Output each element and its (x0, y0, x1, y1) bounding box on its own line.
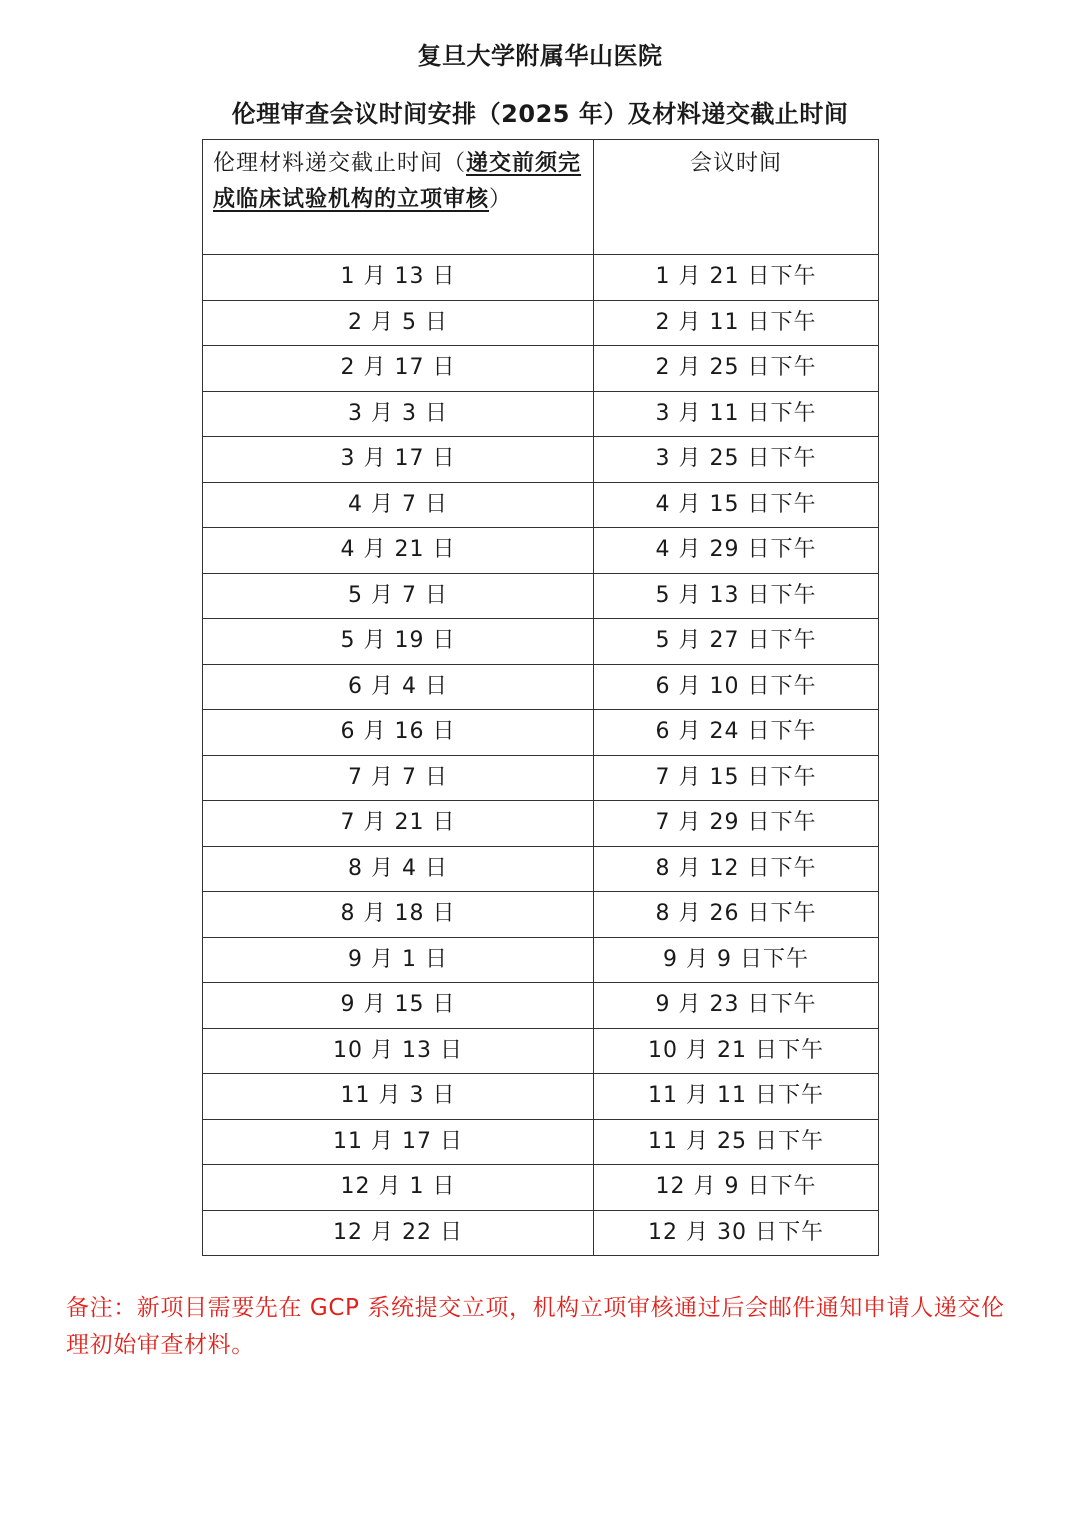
deadline-cell: 12 月 1 日 (203, 1165, 594, 1211)
meeting-column-header: 会议时间 (594, 140, 879, 255)
table-row (203, 846, 879, 892)
deadline-cell: 2 月 5 日 (203, 300, 594, 346)
deadline-cell: 11 月 17 日 (203, 1119, 594, 1165)
deadline-cell: 3 月 3 日 (203, 391, 594, 437)
deadline-header-prefix: 伦理材料递交截止时间（ (213, 151, 467, 176)
meeting-cell: 11 月 11 日下午 (594, 1074, 879, 1120)
meeting-cell: 5 月 13 日下午 (594, 573, 879, 619)
meeting-cell: 2 月 11 日下午 (594, 300, 879, 346)
table-row (203, 437, 879, 483)
deadline-cell: 1 月 13 日 (203, 255, 594, 301)
meeting-cell: 6 月 24 日下午 (594, 710, 879, 756)
deadline-cell: 2 月 17 日 (203, 346, 594, 392)
deadline-cell: 10 月 13 日 (203, 1028, 594, 1074)
table-row (203, 937, 879, 983)
table-row (203, 346, 879, 392)
meeting-cell: 4 月 15 日下午 (594, 482, 879, 528)
meeting-cell: 10 月 21 日下午 (594, 1028, 879, 1074)
meeting-cell: 4 月 29 日下午 (594, 528, 879, 574)
table-row (203, 300, 879, 346)
deadline-cell: 7 月 21 日 (203, 801, 594, 847)
meeting-cell: 2 月 25 日下午 (594, 346, 879, 392)
deadline-cell: 5 月 7 日 (203, 573, 594, 619)
table-row (203, 755, 879, 801)
deadline-header-emphasis: 递交前须完成临床试验机构的立项审核 (213, 151, 582, 212)
table-row (203, 1165, 879, 1211)
table-row (203, 1028, 879, 1074)
hospital-name: 复旦大学附属华山医院 (417, 42, 663, 70)
schedule-title: 伦理审查会议时间安排（2025 年）及材料递交截止时间 (231, 100, 849, 128)
deadline-column-header (203, 140, 594, 255)
meeting-cell: 7 月 15 日下午 (594, 755, 879, 801)
meeting-cell: 9 月 23 日下午 (594, 983, 879, 1029)
deadline-cell: 11 月 3 日 (203, 1074, 594, 1120)
deadline-cell: 7 月 7 日 (203, 755, 594, 801)
deadline-cell: 12 月 22 日 (203, 1210, 594, 1256)
meeting-cell: 8 月 12 日下午 (594, 846, 879, 892)
deadline-cell: 4 月 21 日 (203, 528, 594, 574)
deadline-header-suffix: ） (489, 187, 513, 212)
table-header-row (203, 140, 879, 255)
schedule-table (202, 139, 879, 1256)
deadline-cell: 4 月 7 日 (203, 482, 594, 528)
deadline-cell: 9 月 15 日 (203, 983, 594, 1029)
table-row (203, 1074, 879, 1120)
meeting-cell: 3 月 11 日下午 (594, 391, 879, 437)
table-row (203, 573, 879, 619)
deadline-cell: 3 月 17 日 (203, 437, 594, 483)
table-row (203, 1210, 879, 1256)
deadline-cell: 8 月 4 日 (203, 846, 594, 892)
schedule-body (203, 255, 879, 1256)
deadline-cell: 5 月 19 日 (203, 619, 594, 665)
meeting-cell: 12 月 30 日下午 (594, 1210, 879, 1256)
meeting-cell: 8 月 26 日下午 (594, 892, 879, 938)
table-row (203, 801, 879, 847)
deadline-cell: 6 月 16 日 (203, 710, 594, 756)
deadline-cell: 6 月 4 日 (203, 664, 594, 710)
meeting-cell: 6 月 10 日下午 (594, 664, 879, 710)
meeting-cell: 12 月 9 日下午 (594, 1165, 879, 1211)
table-row (203, 255, 879, 301)
deadline-cell: 8 月 18 日 (203, 892, 594, 938)
meeting-cell: 9 月 9 日下午 (594, 937, 879, 983)
table-row (203, 1119, 879, 1165)
table-row (203, 391, 879, 437)
meeting-cell: 5 月 27 日下午 (594, 619, 879, 665)
table-row (203, 710, 879, 756)
table-row (203, 482, 879, 528)
remark-note: 备注：新项目需要先在 GCP 系统提交立项，机构立项审核通过后会邮件通知申请人递交伦理初始审查材料。 (66, 1295, 1005, 1358)
table-row (203, 528, 879, 574)
meeting-cell: 7 月 29 日下午 (594, 801, 879, 847)
meeting-cell: 3 月 25 日下午 (594, 437, 879, 483)
meeting-cell: 1 月 21 日下午 (594, 255, 879, 301)
meeting-cell: 11 月 25 日下午 (594, 1119, 879, 1165)
deadline-cell: 9 月 1 日 (203, 937, 594, 983)
table-row (203, 983, 879, 1029)
table-row (203, 892, 879, 938)
table-row (203, 619, 879, 665)
table-row (203, 664, 879, 710)
